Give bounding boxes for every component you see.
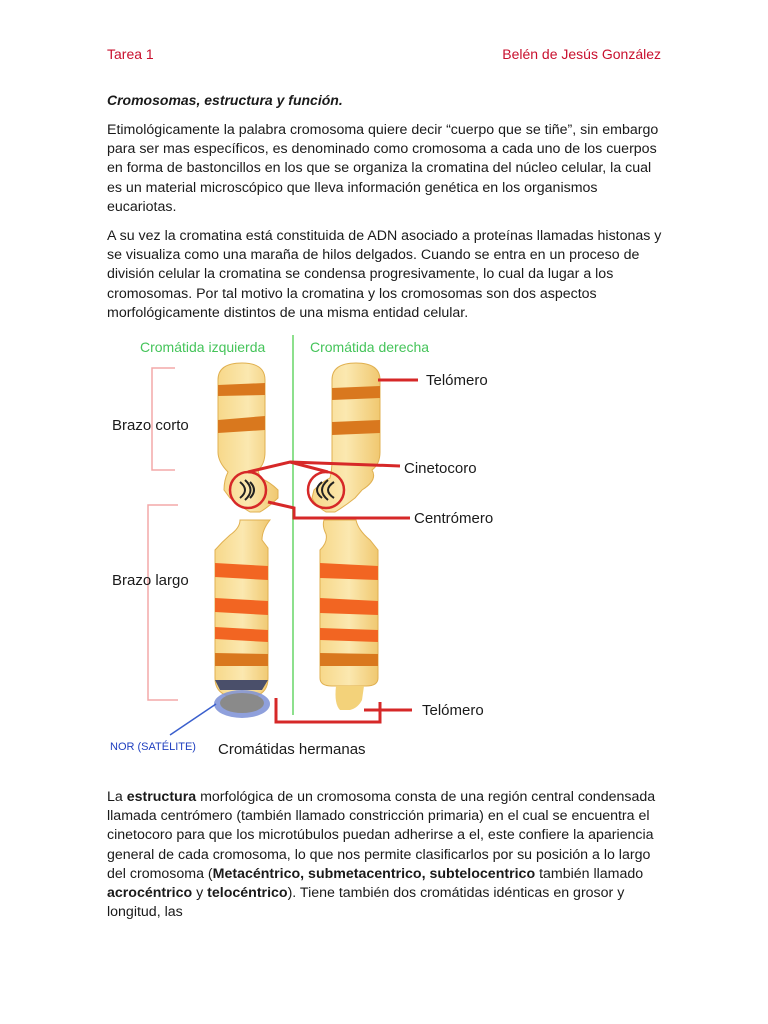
label-telomere-top: Telómero xyxy=(426,372,488,389)
paragraph-structure xyxy=(107,788,667,922)
label-centromere: Centrómero xyxy=(414,510,494,527)
structure-text-3: también llamado xyxy=(535,865,644,882)
label-kinetochore: Cinetocoro xyxy=(404,460,477,477)
label-nor: NOR (SATÉLITE) xyxy=(110,741,196,753)
label-left-chromatid: Cromátida izquierda xyxy=(140,339,266,355)
structure-bold-3: acrocéntrico xyxy=(107,885,193,902)
structure-text-2: morfológica de un cromosoma consta de una región central condensada llamada centrómero (también llamado constricción primaria) en el cual se encuentra el cinetocoro para que los microtúbulos puedan adherirse a el, este confiere la apariencia general de cada cromosoma, lo que nos permite clasificarlos por su posición a lo largo del cromosoma ( xyxy=(107,789,656,882)
long-arm-bracket xyxy=(148,505,178,700)
label-long-arm: Brazo largo xyxy=(112,572,189,589)
chromosome-diagram xyxy=(100,330,540,770)
structure-bold-4: telocéntrico xyxy=(207,885,288,902)
header-course: Tarea 1 xyxy=(107,46,154,62)
right-chromatid xyxy=(308,363,380,710)
structure-text-5: ). Tiene también dos cromátidas idénticas en grosor y longitud, las xyxy=(107,885,625,921)
left-chromatid xyxy=(214,363,278,718)
label-short-arm: Brazo corto xyxy=(112,417,189,434)
label-telomere-bottom: Telómero xyxy=(422,702,484,719)
nor-pointer xyxy=(170,704,216,735)
label-right-chromatid: Cromátida derecha xyxy=(310,339,430,355)
structure-text-4: y xyxy=(192,885,208,902)
header-author: Belén de Jesús González xyxy=(502,46,661,62)
paragraph-chromatin: A su vez la cromatina está constituida de ADN asociado a proteínas llamadas histonas y se visualiza como una maraña de hilos delgados. Cuando se entra en un proceso de división celular la cromatina se condensa progresivamente, lo cual da lugar a los cromosomas. Por tal motivo la cromatina y los cromosomas son dos aspectos morfológicamente distintos de una misma entidad celular. xyxy=(107,228,662,321)
paragraph-etymology: Etimológicamente la palabra cromosoma quiere decir “cuerpo que se tiñe”, sin embargo para ser mas específicos, es denominado como cromosoma a cada uno de los cuerpos en forma de bastoncillos en los que se organiza la cromatina del núcleo celular, la cual es un material microscópico que lleva información genética en los organismos eucariotas. xyxy=(107,122,659,215)
structure-bold-2: Metacéntrico, submetacentrico, subtelocentrico xyxy=(212,865,536,882)
label-sister-chromatids: Cromátidas hermanas xyxy=(218,741,366,758)
document-title: Cromosomas, estructura y función. xyxy=(107,92,343,108)
structure-text-1: La xyxy=(107,789,127,805)
structure-bold-1: estructura xyxy=(126,789,197,805)
